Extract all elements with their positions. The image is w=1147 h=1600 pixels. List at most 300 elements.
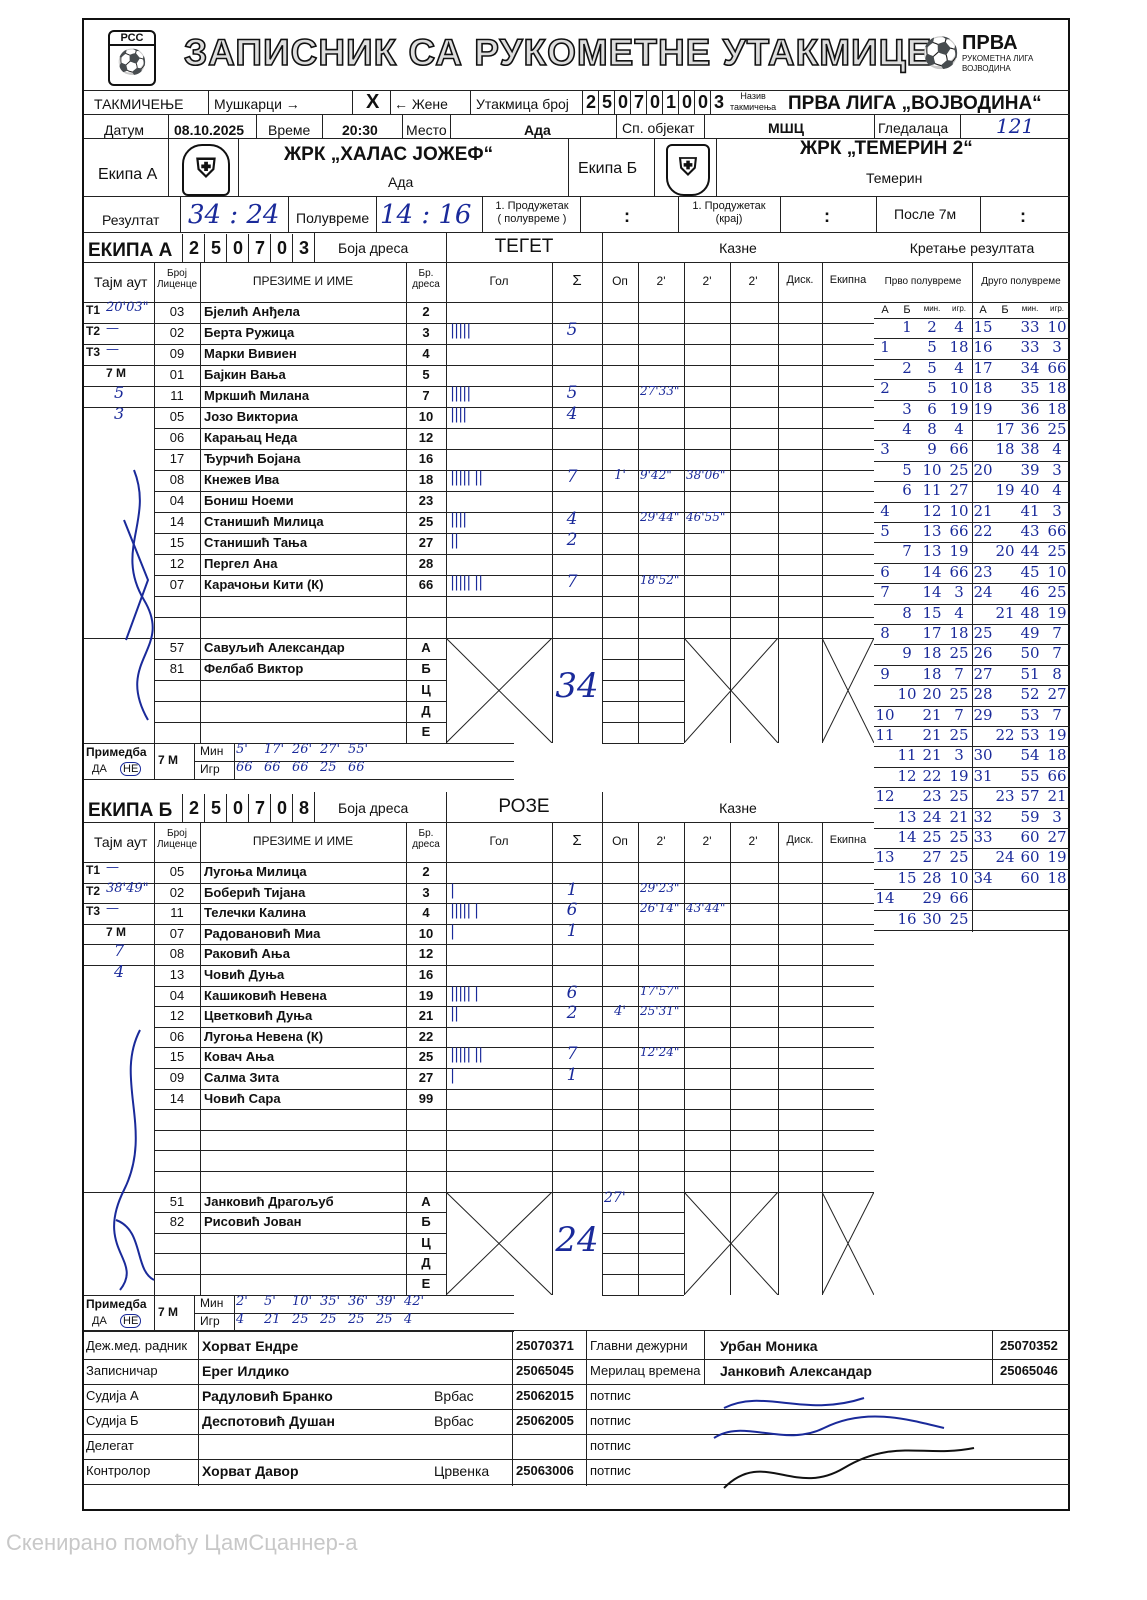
col-goal: Гол [489, 834, 509, 848]
ot2-label: 1. Продужетак (крај) [692, 200, 766, 225]
progress-cell: 22 [973, 522, 993, 540]
shirt-color-label: Боја дреса [338, 800, 409, 816]
penalty-2min-2: 43'44" [686, 901, 726, 916]
player-name: Марки Вивиен [204, 346, 297, 361]
player-license: 01 [169, 367, 185, 382]
progress-cell: 4 [880, 501, 890, 520]
timeout-slot-label: Т3 [86, 345, 101, 359]
player-jersey: 16 [418, 967, 434, 982]
progress-cell: 20 [995, 542, 1015, 561]
goal-tally: | [450, 921, 455, 940]
team-code-digit: 2 [182, 794, 205, 822]
footer-license: 25065045 [516, 1363, 574, 1378]
progress-cell: 29 [973, 705, 993, 724]
progress-cell: 6 [902, 481, 912, 500]
grid-line-h [84, 1330, 1070, 1331]
progress-cell: 3 [1052, 338, 1062, 357]
player-name: Цветковић Дуња [204, 1008, 313, 1024]
timeout-slot-label: Т2 [86, 324, 101, 338]
team-b-city: Темерин [866, 170, 923, 186]
progress-cell: 17 [995, 420, 1015, 438]
progress-cell: 11 [875, 726, 895, 744]
grid-line-h [154, 1274, 446, 1275]
footer-name: Хорват Давор [202, 1463, 299, 1479]
player-license: 12 [169, 556, 185, 571]
player-license: 02 [169, 325, 185, 340]
progress-cell: 66 [949, 440, 969, 459]
progress-cell: 6 [927, 399, 937, 418]
progress-cell: 14 [922, 562, 942, 581]
grid-line-h [84, 965, 874, 966]
col-2min: 2' [656, 274, 666, 288]
footer-role: Записничар [86, 1363, 158, 1378]
col-license-l2: Лиценце [156, 279, 198, 290]
grid-line-h [154, 986, 874, 987]
footer-role2: потпис [590, 1388, 631, 1403]
progress-cell: 25 [1047, 420, 1067, 438]
goal-sum: 1 [566, 1065, 578, 1085]
player-license: 04 [169, 987, 185, 1003]
team-total-goals: 34 [555, 666, 599, 706]
progress-cell: 25 [949, 644, 969, 663]
goal-sum: 7 [566, 467, 578, 487]
penalty-2min-1: 27'33" [640, 384, 680, 398]
progress-cell: 18 [973, 379, 993, 398]
progress-cell: 24 [922, 807, 942, 826]
team-code-digit: 0 [270, 234, 293, 262]
goal-sum: 7 [566, 572, 578, 592]
player-name: Лугоња Милица [204, 864, 307, 879]
player-jersey: 25 [418, 514, 434, 529]
col-jersey-l2: дреса [412, 279, 440, 290]
player-license: 05 [169, 864, 185, 879]
progress-cell: 11 [897, 746, 917, 765]
progress-cell: 9 [927, 440, 937, 459]
player-license: 09 [169, 346, 185, 361]
player-jersey: 10 [418, 925, 434, 941]
footer-role: Делегат [86, 1438, 134, 1453]
grid-line-h [602, 659, 684, 660]
team-code-digit: 5 [204, 234, 227, 262]
player-license: 08 [169, 946, 185, 962]
progress-cell: 4 [902, 420, 912, 438]
player-name: Човић Дуња [204, 967, 285, 982]
team-code-label: ЕКИПА А [88, 240, 173, 261]
ot1-label: 1. Продужетак ( полувреме ) [495, 200, 569, 225]
penalty-2min-1: 29'23" [640, 880, 680, 895]
progress-col-head: Б [903, 304, 911, 316]
progress-col-head: Б [1001, 304, 1009, 316]
seven-m-minute: 36' [348, 1293, 369, 1309]
progress-cell: 25 [949, 909, 969, 928]
progress-cell: 33 [1020, 318, 1040, 336]
grid-line-h [84, 386, 874, 387]
footer-role2: потпис [590, 1413, 631, 1428]
timeout-time: 38'49" [106, 880, 149, 896]
official-letter: Ц [421, 1234, 431, 1250]
seven-m-player: 66 [348, 760, 365, 775]
match-place: Ада [524, 122, 551, 138]
seven-m-player: 25 [320, 1311, 337, 1327]
team-total-goals: 24 [555, 1219, 599, 1260]
player-license: 14 [169, 514, 185, 529]
grid-line-h [84, 883, 874, 884]
progress-cell: 3 [880, 440, 890, 459]
grid-line-h [84, 344, 874, 345]
grid-line-h [154, 722, 446, 723]
goal-tally: | [450, 880, 455, 899]
col-jersey-l1: Бр. [418, 268, 434, 279]
grid-line-h [154, 617, 874, 618]
official-warning: 27' [604, 1189, 626, 1206]
spectators-label: Гледалаца [878, 120, 949, 136]
men-label: Мушкарци → [214, 96, 300, 112]
progress-cell: 9 [880, 664, 890, 683]
progress-cell: 60 [1020, 868, 1040, 887]
grid-line-h [602, 1233, 684, 1234]
seven-m-player: 66 [292, 760, 309, 775]
progress-col-head: А [881, 304, 889, 316]
official-letter: Е [421, 724, 431, 739]
progress-cell: 33 [1020, 338, 1040, 357]
goal-sum: 7 [566, 1044, 578, 1065]
goal-tally: ||||| | [450, 901, 479, 920]
penalties-label: Казне [719, 800, 757, 816]
progress-cell: 7 [902, 542, 912, 561]
progress-cell: 5 [927, 358, 937, 377]
goal-sum: 2 [566, 530, 578, 550]
footer-license2: 25070352 [1000, 1338, 1058, 1353]
after-7m-value: : [1020, 206, 1026, 226]
official-name: Јанковић Драгољуб [204, 1193, 334, 1209]
timeout-time: — [106, 860, 119, 875]
match-number-digit: 5 [598, 90, 615, 114]
venue-name: МШЦ [768, 120, 804, 136]
result-label: Резултат [102, 212, 160, 228]
progress-cell: 10 [875, 705, 895, 724]
grid-line-v [198, 1330, 199, 1486]
match-number-digit: 0 [678, 90, 695, 114]
grid-line-v [638, 262, 639, 743]
place-label: Место [406, 122, 447, 138]
footer-license: 25063006 [516, 1463, 574, 1478]
timeout-time: — [106, 901, 119, 917]
progress-cell: 21 [1047, 787, 1067, 806]
col-sum: Σ [572, 272, 582, 289]
grid-line-v [314, 232, 315, 262]
goal-tally: ||||| || [450, 1045, 483, 1064]
progress-cell: 19 [949, 766, 969, 785]
progress-cell: 34 [1020, 358, 1040, 377]
seven-m-player: 4 [404, 1311, 413, 1327]
team-a-label: Екипа А [98, 166, 158, 183]
player-license: 06 [169, 430, 185, 445]
progress-cell: 52 [1020, 685, 1040, 704]
venue-label: Сп. објекат [622, 120, 695, 136]
grid-line-v [154, 743, 155, 779]
seven-m-minute: 10' [292, 1293, 313, 1309]
player-license: 06 [169, 1028, 185, 1044]
progress-cell: 18 [1047, 746, 1067, 765]
shirt-color: ТЕГЕТ [494, 236, 554, 257]
progress-cell: 25 [922, 828, 942, 846]
remark-yes: ДА [92, 1314, 107, 1327]
progress-cell: 8 [880, 624, 890, 642]
progress-cell: 18 [995, 440, 1015, 459]
progress-cell: 31 [973, 766, 993, 785]
grid-line-v [314, 792, 315, 822]
grid-line-h [602, 743, 684, 744]
col-timeout: Тајм аут [94, 274, 148, 290]
timeout-slot-label: Т2 [86, 883, 101, 898]
grid-line-h [154, 1253, 446, 1254]
progress-cell: 55 [1020, 766, 1040, 785]
crossed-cell [684, 638, 778, 743]
progress-cell: 23 [995, 787, 1015, 806]
grid-line-h [972, 910, 1070, 911]
player-license: 03 [169, 304, 185, 319]
progress-cell: 21 [922, 726, 942, 744]
progress-cell: 38 [1020, 440, 1040, 459]
penalty-2min-1: 18'52" [640, 573, 680, 587]
goal-tally: ||||| || [450, 468, 483, 486]
warning-time: 1' [614, 468, 626, 483]
player-license: 15 [169, 1049, 185, 1065]
penalty-2min-2: 38'06" [686, 468, 726, 482]
progress-col-head: мин. [923, 304, 941, 313]
team-code-digit: 0 [270, 794, 293, 822]
seven-m-minute: 35' [320, 1293, 341, 1309]
seven-m-minute: 26' [292, 742, 313, 757]
shirt-color: РОЗЕ [498, 796, 550, 817]
seven-m-player: 25 [348, 1311, 365, 1327]
seven-m-count: 7 [114, 941, 125, 961]
progress-cell: 15 [973, 318, 993, 336]
progress-cell: 66 [949, 889, 969, 908]
official-letter: А [421, 1193, 431, 1209]
ot2-value: : [824, 206, 830, 226]
col-2min: 2' [702, 834, 712, 848]
player-license: 11 [170, 905, 184, 921]
player-name: Радовановић Миа [204, 925, 321, 941]
progress-cell: 60 [1020, 828, 1040, 846]
footer-name2: Јанковић Александар [720, 1363, 872, 1379]
crossed-cell [822, 1192, 874, 1295]
progress-cell: 50 [1020, 644, 1040, 663]
player-license: 12 [169, 1008, 185, 1024]
official-letter: А [421, 640, 431, 655]
progress-cell: 27 [973, 664, 993, 683]
grid-line-h [154, 1171, 874, 1172]
match-number-digit: 7 [630, 90, 647, 114]
grid-line-h [154, 701, 446, 702]
player-jersey: 99 [418, 1090, 434, 1106]
team-code-digit: 0 [226, 794, 249, 822]
goal-tally: ||||| || [450, 573, 483, 591]
player-license: 17 [169, 451, 185, 466]
progress-cell: 20 [973, 460, 993, 479]
grid-line-h [602, 1274, 684, 1275]
player-license: 07 [169, 577, 185, 592]
progress-cell: 33 [973, 828, 993, 846]
progress-cell: 10 [949, 501, 969, 520]
grid-line-h [602, 1212, 684, 1213]
progress-cell: 22 [995, 726, 1015, 744]
rss-logo: РСС ⚽ [108, 30, 156, 86]
player-name: Ковач Ања [204, 1049, 275, 1065]
grid-line-h [154, 491, 874, 492]
grid-line-v [704, 1330, 705, 1384]
penalty-2min-1: 17'57" [640, 983, 680, 998]
ot1-value: : [624, 206, 630, 226]
progress-cell: 24 [995, 848, 1015, 867]
official-license: 57 [169, 640, 185, 655]
progress-cell: 66 [1047, 766, 1067, 785]
after-7m-label: После 7м [894, 206, 957, 222]
grid-line-h [154, 428, 874, 429]
goal-tally: ||||| | [450, 983, 479, 1002]
timeout-time: 20'03" [106, 300, 149, 315]
seven-m-player: 25 [292, 1311, 309, 1327]
women-label: ← Жене [394, 96, 448, 112]
player-license: 15 [169, 535, 185, 550]
match-number-label: Утакмица број [476, 96, 569, 112]
grid-line-h [84, 862, 874, 863]
official-letter: Ц [421, 682, 431, 697]
progress-cell: 44 [1020, 542, 1040, 561]
progress-cell: 18 [922, 664, 942, 683]
player-jersey: 16 [418, 451, 434, 466]
col-warning: Оп [612, 834, 628, 848]
grid-line-h [154, 659, 446, 660]
team-code-label: ЕКИПА Б [88, 800, 173, 821]
progress-cell: 34 [973, 868, 993, 887]
grid-line-v [200, 262, 201, 743]
footer-city: Врбас [434, 1388, 474, 1404]
progress-cell: 32 [973, 807, 993, 826]
grid-line-v [992, 1330, 993, 1384]
grid-line-h [602, 722, 684, 723]
col-name: ПРЕЗИМЕ И ИМЕ [252, 834, 354, 848]
grid-line-h [84, 779, 514, 780]
crossed-cell [446, 638, 552, 743]
grid-line-h [154, 1150, 874, 1151]
progress-cell: 4 [954, 603, 964, 622]
scanner-watermark: Скенирано помоћу ЦамСцаннер-а [6, 1530, 358, 1555]
grid-line-h [84, 365, 874, 366]
grid-line-h [84, 944, 874, 945]
grid-line-h [154, 1089, 874, 1090]
remark-label: Примедба [86, 1296, 147, 1311]
grid-line-h [84, 407, 874, 408]
grid-line-h [602, 1295, 684, 1296]
progress-cell: 10 [897, 685, 917, 704]
progress-title: Кретање резултата [909, 240, 1035, 256]
player-license: 08 [169, 472, 185, 487]
grid-line-h [154, 1233, 446, 1234]
timeout-slot-label: Т1 [86, 863, 101, 877]
grid-line-h [154, 680, 446, 681]
match-number-digit: 0 [614, 90, 631, 114]
progress-cell: 25 [949, 726, 969, 744]
grid-line-h [84, 822, 874, 823]
progress-col-head: мин. [1021, 304, 1039, 313]
player-name: Мркшић Милана [204, 388, 310, 403]
seven-m-min-label: Мин [200, 1295, 224, 1310]
team-a-city: Ада [388, 174, 414, 190]
progress-cell: 25 [1047, 583, 1067, 602]
team-code-digit: 0 [226, 234, 249, 262]
seven-m-count: 3 [114, 404, 125, 423]
match-report-sheet [82, 18, 1070, 1511]
ball-icon: ⚽ [922, 37, 960, 70]
progress-cell: 16 [897, 909, 917, 928]
player-name: Раковић Ања [204, 946, 290, 962]
penalties-label: Казне [719, 240, 757, 256]
progress-cell: 4 [1052, 481, 1062, 500]
timeout-slot-label: Т3 [86, 904, 101, 919]
goal-sum: 4 [566, 404, 578, 424]
progress-cell: 12 [875, 787, 895, 806]
progress-cell: 19 [1047, 726, 1067, 744]
player-jersey: 12 [418, 430, 434, 445]
progress-cell: 7 [954, 705, 964, 724]
progress-cell: 2 [902, 358, 912, 377]
player-jersey: 5 [422, 367, 430, 382]
goal-tally: || [450, 1004, 459, 1023]
remark-no: НЕ [120, 1314, 141, 1328]
progress-cell: 28 [973, 685, 993, 704]
grid-line-h [84, 262, 874, 263]
progress-cell: 2 [880, 379, 890, 398]
goal-sum: 2 [566, 1003, 578, 1024]
player-name: Станишић Тања [204, 535, 308, 550]
progress-cell: 18 [922, 644, 942, 663]
score-progress [874, 232, 1070, 932]
progress-cell: 4 [954, 318, 964, 336]
seven-m-row-label: 7 М [158, 1304, 179, 1319]
goal-tally: |||| [450, 510, 467, 528]
player-name: Станишић Милица [204, 514, 324, 529]
progress-cell: 12 [922, 501, 942, 520]
col-team-penalty: Екипна [829, 834, 867, 846]
ball-icon: ⚽ [117, 49, 147, 76]
player-name: Бјелић Анђела [204, 304, 300, 319]
shield-icon: ⛨ [196, 153, 216, 183]
grid-line-h [154, 1130, 874, 1131]
col-team-penalty: Екипна [829, 274, 867, 286]
player-license: 14 [169, 1090, 185, 1106]
progress-cell: 26 [973, 644, 993, 663]
seven-m-minute: 5' [236, 742, 248, 757]
official-letter: Е [421, 1276, 431, 1291]
footer-city: Црвенка [434, 1463, 490, 1479]
progress-cell: 4 [954, 420, 964, 438]
grid-line-h [154, 554, 874, 555]
progress-cell: 8 [902, 603, 912, 622]
official-letter: Б [421, 661, 431, 676]
official-name: Рисовић Јован [204, 1214, 302, 1230]
player-name: Јозо Викториа [204, 409, 298, 424]
progress-cell: 45 [1020, 562, 1040, 581]
timeout-time: — [106, 321, 119, 336]
remark-yes: ДА [92, 763, 107, 775]
penalty-2min-1: 29'44" [640, 510, 680, 524]
goal-sum: 1 [566, 879, 578, 900]
col-disq: Диск. [786, 834, 814, 846]
seven-m-count: 4 [114, 962, 125, 981]
match-number [582, 90, 726, 114]
